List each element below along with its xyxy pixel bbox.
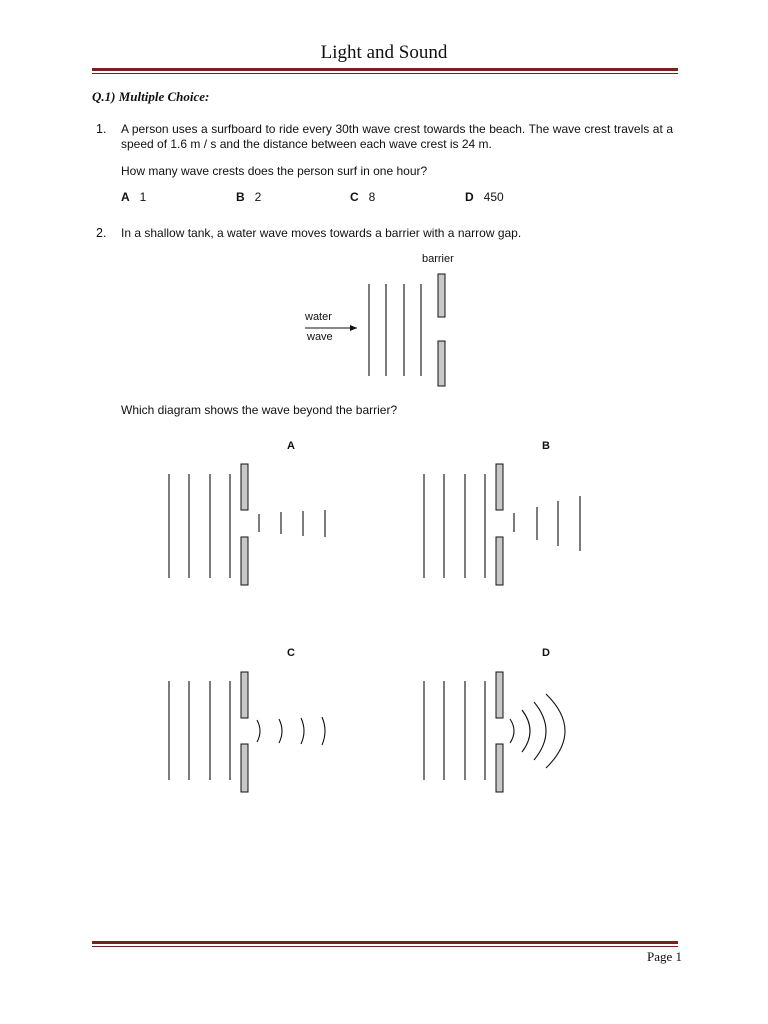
option-letter: D xyxy=(465,190,474,204)
option-letter: B xyxy=(236,190,245,204)
diagram-d-transmitted xyxy=(510,694,565,768)
diagram-label-b: B xyxy=(542,440,550,452)
diagram-b-transmitted xyxy=(514,496,580,551)
diagram-b xyxy=(424,464,580,585)
diagram-d-barrier-top xyxy=(496,672,503,718)
diagram-a-barrier-bottom xyxy=(241,537,248,585)
footer-rule-thin xyxy=(92,946,678,947)
option-value: 2 xyxy=(254,190,262,204)
diagram-d-barrier-bottom xyxy=(496,744,503,792)
option-letter: A xyxy=(121,190,130,204)
incident-wavefronts xyxy=(369,284,421,376)
diagram-a-barrier-top xyxy=(241,464,248,510)
page-number: Page 1 xyxy=(646,949,682,964)
question-2-text: In a shallow tank, a water wave moves towards a barrier with a narrow gap. xyxy=(121,226,522,240)
diagram-a-incident xyxy=(169,474,230,578)
question-2-prompt: Which diagram shows the wave beyond the barrier? xyxy=(121,403,398,417)
diagram-a xyxy=(169,464,325,585)
footer-rule-thick xyxy=(92,941,678,944)
footer-rule xyxy=(92,941,678,947)
barrier-label: barrier xyxy=(422,253,454,265)
option-letter: C xyxy=(350,190,359,204)
option-value: 8 xyxy=(368,190,376,204)
diagram-label-c: C xyxy=(287,647,295,659)
wave-arrow-head xyxy=(350,325,357,331)
diagram-c-barrier-bottom xyxy=(241,744,248,792)
diagram-a-transmitted xyxy=(259,510,325,537)
page-header-title: Light and Sound xyxy=(320,42,448,63)
question-2-number: 2. xyxy=(96,226,107,240)
question-1-prompt: How many wave crests does the person surf in one hour? xyxy=(121,164,428,178)
section-heading: Q.1) Multiple Choice: xyxy=(92,89,210,104)
diagram-c-incident xyxy=(169,681,230,780)
diagram-d-incident xyxy=(424,681,485,780)
diagram-c xyxy=(169,672,325,792)
question-1-number: 1. xyxy=(96,122,107,136)
diagram-d xyxy=(424,672,565,792)
diagram-c-barrier-top xyxy=(241,672,248,718)
main-wave-figure xyxy=(305,274,445,386)
option-value: 450 xyxy=(483,190,504,204)
water-wave-label-2: wave xyxy=(307,331,333,343)
diagram-b-incident xyxy=(424,474,485,578)
barrier-bottom xyxy=(438,341,445,386)
diagram-b-barrier-top xyxy=(496,464,503,510)
diagram-c-transmitted xyxy=(257,717,325,745)
barrier-top xyxy=(438,274,445,317)
question-1-text: A person uses a surfboard to ride every 30th wave crest towards the beach. The wave crest travels at a speed of 1.6 m / s and the distance between each wave crest is 24 m. xyxy=(121,122,673,151)
water-wave-label-1: water xyxy=(305,311,332,323)
diagram-label-a: A xyxy=(287,440,295,452)
diagram-label-d: D xyxy=(542,647,550,659)
option-value: 1 xyxy=(139,190,147,204)
diagram-b-barrier-bottom xyxy=(496,537,503,585)
